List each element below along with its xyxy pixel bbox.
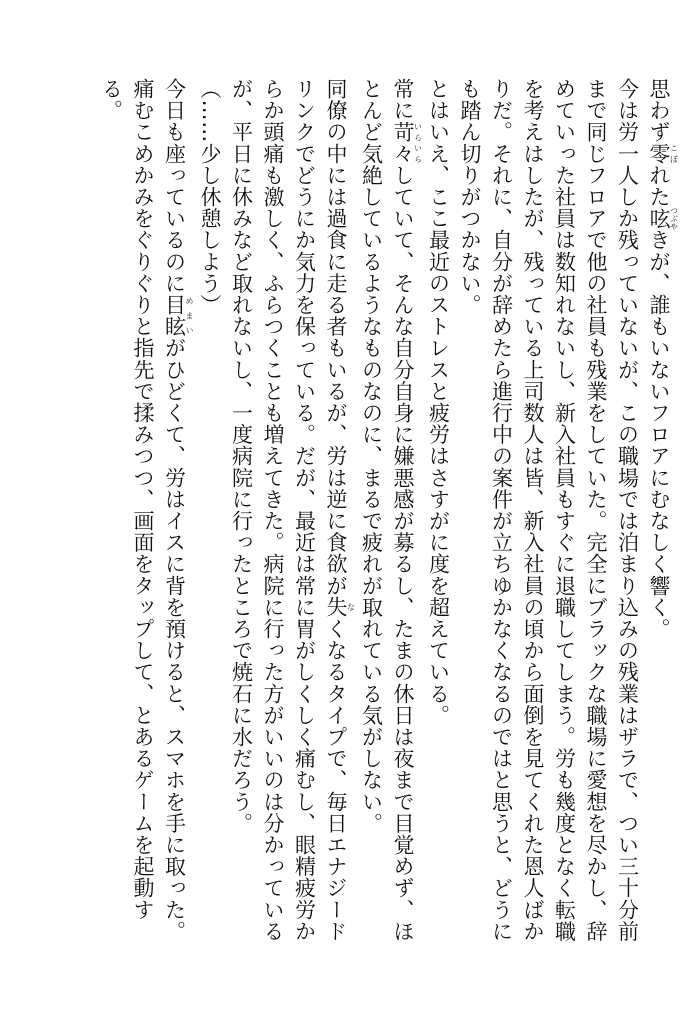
ruby-base: 失 [324,596,348,619]
paragraph [422,78,454,958]
ruby-base: 目眩 [162,294,187,338]
text-run: 今日も座っているのに [162,78,187,294]
ruby-base: 苛々 [391,121,415,165]
paragraph [225,78,355,958]
text-run: （……少し休憩しよう） [198,78,222,316]
ruby-base: 零 [647,142,671,165]
ruby-reading: つぶや [669,206,679,231]
text-run: 同僚の中には過食に走る者もいるが、労は逆に食欲が [324,78,348,597]
text-run: くなるタイプで、毎日エナジードリンクでどうにか気力を保っている。だが、最近は常に胃がしくしく痛むし、眼精疲労からか頭痛も激しく、ふらつくことも増えてきた。病院に行った方がいいのは分かっているが、平日に休みなど取れないし、一度病院に行ったところで焼石に水だろう。 [229,78,348,943]
text-run: 思わず [647,78,671,143]
paragraph [355,78,422,958]
ruby-annotated-word [647,142,679,165]
ruby-annotated-word [391,121,423,165]
text-run: がひどくて、労はイスに背を預けると、スマホを手に取った。痛むこめかみをぐりぐりと指先で揉みつつ、画面をタップして、とあるゲームを起動する。 [99,78,187,943]
text-run: していて、そんな自分自身に嫌悪感が募るし、たまの休日は夜まで目覚めず、ほとんど気絶しているようなものなのに、まるで疲れが取れている気がしない。 [359,78,415,943]
paragraph [95,78,194,958]
text-run: 今は労一人しか残っていないが、この職場では泊まり込みの残業はザラで、つい三十分前まで同じフロアで他の社員も残業をしていた。完全にブラックな職場に愛想を尽かし、辞めていった社員は数知れないし、新入社員もすぐに退職してしまう。労も幾度となく転職を考えはしたが、残っている上司数人は皆、新入社員の頃から面倒を見てくれた恩人ばかりだ。それに、自分が辞めたら進行中の案件が立ちゆかなくなるのではと思うと、どうにも踏ん切りがつかない。 [458,78,640,942]
paragraph [194,78,226,958]
ruby-annotated-word [647,206,679,231]
ruby-annotated-word [324,596,356,619]
ruby-base: 呟 [647,206,671,231]
ruby-annotated-word [162,294,194,338]
ruby-reading: こぼ [669,142,679,165]
text-run: きが、誰もいないフロアにむなしく響く。 [647,229,671,640]
vertical-text-body [18,78,678,958]
text-run: とはいえ、ここ最近のストレスと疲労はさすがに度を超えている。 [426,78,451,726]
ruby-reading: な [346,596,356,618]
text-run: れた [647,164,671,208]
ruby-reading: めまい [185,294,194,338]
paragraph [643,78,679,958]
text-run: 常に [391,78,415,122]
ruby-reading: いらいら [413,121,423,165]
paragraph [454,78,643,958]
